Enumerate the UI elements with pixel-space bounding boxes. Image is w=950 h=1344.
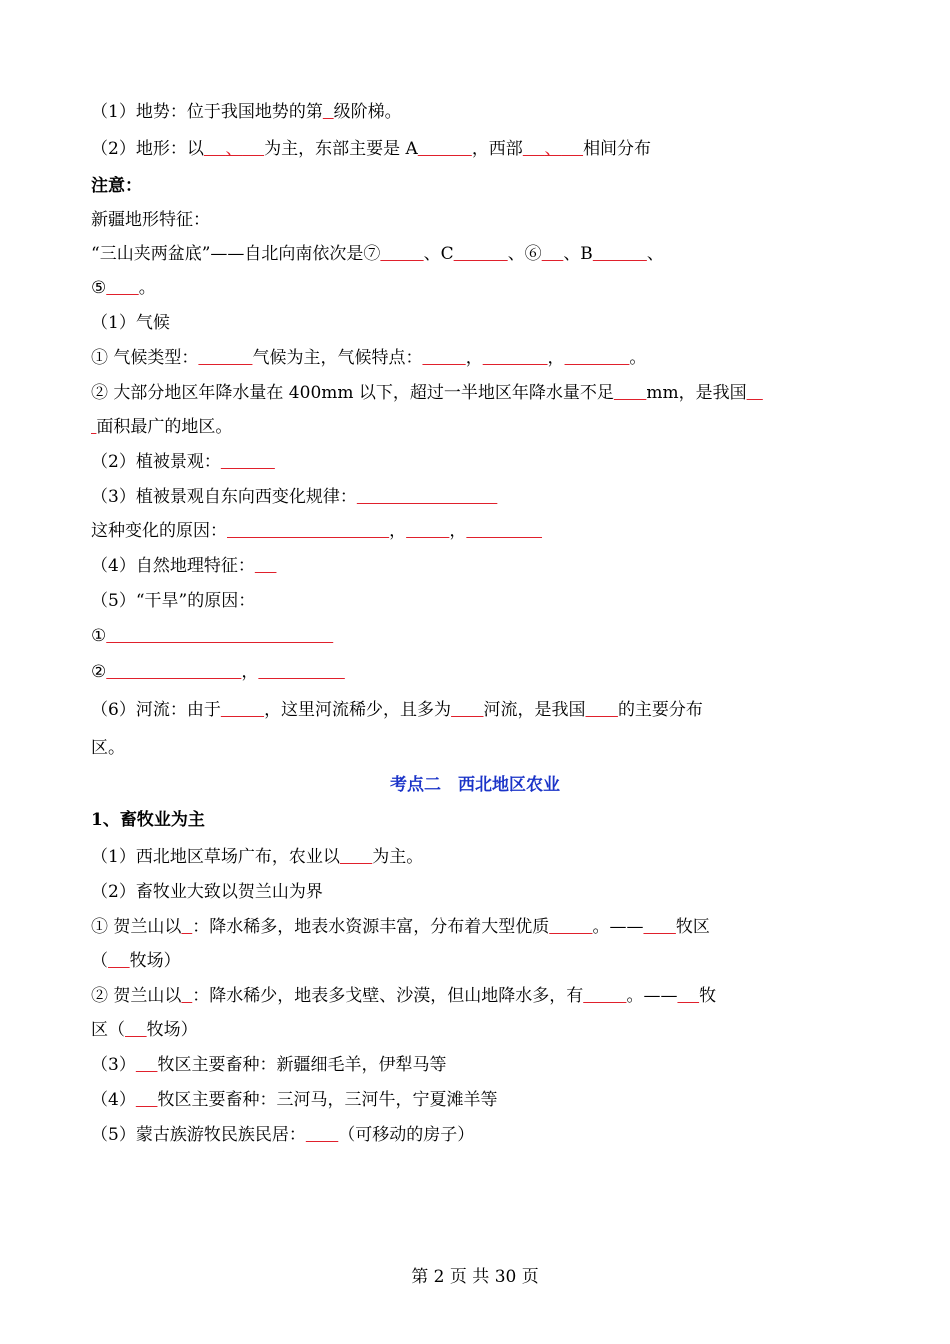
blank-field[interactable] (255, 556, 277, 576)
text-segment: ， (547, 348, 565, 368)
text-line (91, 845, 423, 869)
blank-field[interactable] (357, 487, 498, 507)
blank-field[interactable] (242, 139, 264, 159)
text-segment: 的主要分布 (617, 700, 703, 720)
text-segment: 相间分布 (583, 139, 652, 159)
text-segment: ， (449, 521, 467, 541)
text-segment: 牧区主要畜种：三河马，三河牛，宁夏滩羊等 (157, 1090, 498, 1110)
text-segment: 。 (138, 278, 156, 298)
blank-field[interactable] (418, 139, 472, 159)
text-segment: 牧场） (129, 951, 181, 971)
text-segment: （2）植被景观： (91, 452, 221, 472)
text-line (91, 174, 142, 198)
text-line (91, 1018, 198, 1042)
text-segment: ② (91, 662, 107, 682)
blank-field[interactable] (106, 278, 138, 298)
blank-field[interactable] (136, 1090, 158, 1110)
text-line (91, 311, 170, 335)
blank-field[interactable] (677, 986, 699, 1006)
blank-field[interactable] (466, 521, 542, 541)
blank-field[interactable] (586, 700, 618, 720)
text-line (91, 1053, 446, 1077)
text-segment: （2）畜牧业大致以贺兰山为界 (91, 882, 323, 902)
blank-field[interactable] (593, 244, 647, 264)
text-segment: ② 大部分地区年降水量在 400mm 以下，超过一半地区年降水量不足 (91, 383, 614, 403)
text-line (91, 381, 763, 405)
text-segment: 为主，东部主要是 A (264, 139, 418, 159)
text-segment: 区。 (91, 738, 125, 758)
text-segment: ， (465, 348, 483, 368)
text-line (91, 1088, 497, 1112)
blank-field[interactable] (340, 847, 372, 867)
blank-field[interactable] (204, 139, 226, 159)
blank-field[interactable] (483, 348, 548, 368)
text-segment: （5）“干旱”的原因： (91, 591, 256, 611)
page-footer: 第 2 页 共 30 页 (411, 1267, 539, 1287)
blank-field[interactable] (583, 986, 626, 1006)
text-segment: 面积最广的地区。 (96, 417, 233, 437)
blank-field[interactable] (323, 102, 334, 122)
section-heading: 考点二 西北地区农业 (390, 775, 560, 795)
blank-field[interactable] (549, 917, 592, 937)
text-segment: ① 贺兰山以 (91, 917, 182, 937)
blank-field[interactable] (221, 700, 264, 720)
blank-field[interactable] (747, 383, 763, 403)
blank-field[interactable] (561, 139, 583, 159)
text-line (91, 276, 156, 300)
text-segment: ：降水稀少，地表多戈壁、沙漠，但山地降水多，有 (192, 986, 584, 1006)
blank-field[interactable] (565, 348, 630, 368)
text-line (91, 519, 542, 543)
blank-field[interactable] (106, 662, 241, 682)
text-segment: （4）自然地理特征： (91, 556, 255, 576)
text-segment: 牧场） (146, 1020, 198, 1040)
text-segment: （6）河流：由于 (91, 700, 221, 720)
text-segment: 、B (563, 244, 593, 264)
text-segment: （可移动的房子） (338, 1125, 475, 1145)
text-segment: 、C (423, 244, 454, 264)
text-segment: （4） (91, 1090, 136, 1110)
text-line (91, 554, 276, 578)
blank-field[interactable] (136, 1055, 158, 1075)
blank-field[interactable] (422, 348, 465, 368)
text-segment: ① 气候类型： (91, 348, 199, 368)
text-line (91, 589, 255, 613)
text-segment: ① (91, 626, 107, 646)
text-segment: 。—— (626, 986, 678, 1006)
blank-field[interactable] (454, 244, 508, 264)
text-segment: ， (241, 662, 259, 682)
text-line (91, 137, 651, 161)
blank-field[interactable] (306, 1125, 338, 1145)
text-segment: 注意： (91, 176, 142, 196)
text-line (91, 915, 710, 939)
blank-field[interactable] (523, 139, 545, 159)
text-segment: （3） (91, 1055, 136, 1075)
text-segment: 、⑥ (507, 244, 542, 264)
text-line (91, 949, 181, 973)
blank-field[interactable] (380, 244, 423, 264)
text-segment: 这种变化的原因： (91, 521, 227, 541)
text-segment: （5）蒙古族游牧民族民居： (91, 1125, 306, 1145)
text-segment: ：降水稀多，地表水资源丰富，分布着大型优质 (192, 917, 550, 937)
text-segment: ⑤ (91, 278, 107, 298)
text-line (91, 485, 497, 509)
text-line (91, 100, 402, 124)
text-segment: 牧 (699, 986, 717, 1006)
blank-field[interactable] (125, 1020, 147, 1040)
blank-field[interactable]: 、 (225, 139, 243, 159)
text-segment: 1、畜牧业为主 (91, 810, 205, 830)
text-segment: （1）西北地区草场广布，农业以 (91, 847, 340, 867)
blank-field[interactable] (108, 951, 130, 971)
text-segment: 。—— (592, 917, 644, 937)
text-line (91, 808, 205, 832)
text-segment: 区（ (91, 1020, 125, 1040)
blank-field[interactable] (406, 521, 449, 541)
text-segment: ，西部 (471, 139, 523, 159)
text-segment: 气候为主，气候特点： (252, 348, 423, 368)
text-segment: （ (91, 951, 108, 971)
text-line (91, 698, 703, 722)
text-line (91, 450, 275, 474)
text-segment: ② 贺兰山以 (91, 986, 182, 1006)
text-segment: 牧区主要畜种：新疆细毛羊，伊犁马等 (157, 1055, 447, 1075)
blank-field[interactable]: 、 (544, 139, 562, 159)
text-segment: 、 (646, 244, 664, 264)
blank-field[interactable] (614, 383, 646, 403)
text-line (91, 660, 345, 684)
text-line (91, 984, 716, 1008)
text-segment: 牧区 (675, 917, 710, 937)
text-segment: （2）地形：以 (91, 139, 204, 159)
text-line (91, 736, 125, 760)
text-segment: ， (389, 521, 407, 541)
text-segment: 为主。 (372, 847, 424, 867)
text-line (91, 346, 646, 370)
blank-field[interactable] (542, 244, 564, 264)
blank-field[interactable] (181, 986, 192, 1006)
text-segment: ，这里河流稀少，且多为 (264, 700, 452, 720)
text-line (91, 880, 323, 904)
blank-field[interactable] (181, 917, 192, 937)
blank-field[interactable] (221, 452, 275, 472)
blank-field[interactable] (198, 348, 252, 368)
text-segment: （1）气候 (91, 313, 170, 333)
text-segment: 河流，是我国 (483, 700, 586, 720)
text-line (91, 242, 664, 266)
blank-field[interactable] (106, 626, 333, 646)
text-line (91, 1123, 474, 1147)
text-segment: （1）地势：位于我国地势的第 (91, 102, 323, 122)
text-segment: 级阶梯。 (333, 102, 402, 122)
text-line (91, 415, 232, 439)
blank-field[interactable] (258, 662, 344, 682)
blank-field[interactable] (451, 700, 483, 720)
blank-field[interactable] (643, 917, 675, 937)
blank-field[interactable] (227, 521, 389, 541)
text-segment: “三山夹两盆底”——自北向南依次是⑦ (91, 244, 381, 264)
text-line (91, 624, 333, 648)
text-segment: 。 (629, 348, 647, 368)
text-segment: 新疆地形特征： (91, 210, 210, 230)
text-line (91, 208, 210, 232)
text-segment: （3）植被景观自东向西变化规律： (91, 487, 357, 507)
text-segment: mm，是我国 (646, 383, 747, 403)
